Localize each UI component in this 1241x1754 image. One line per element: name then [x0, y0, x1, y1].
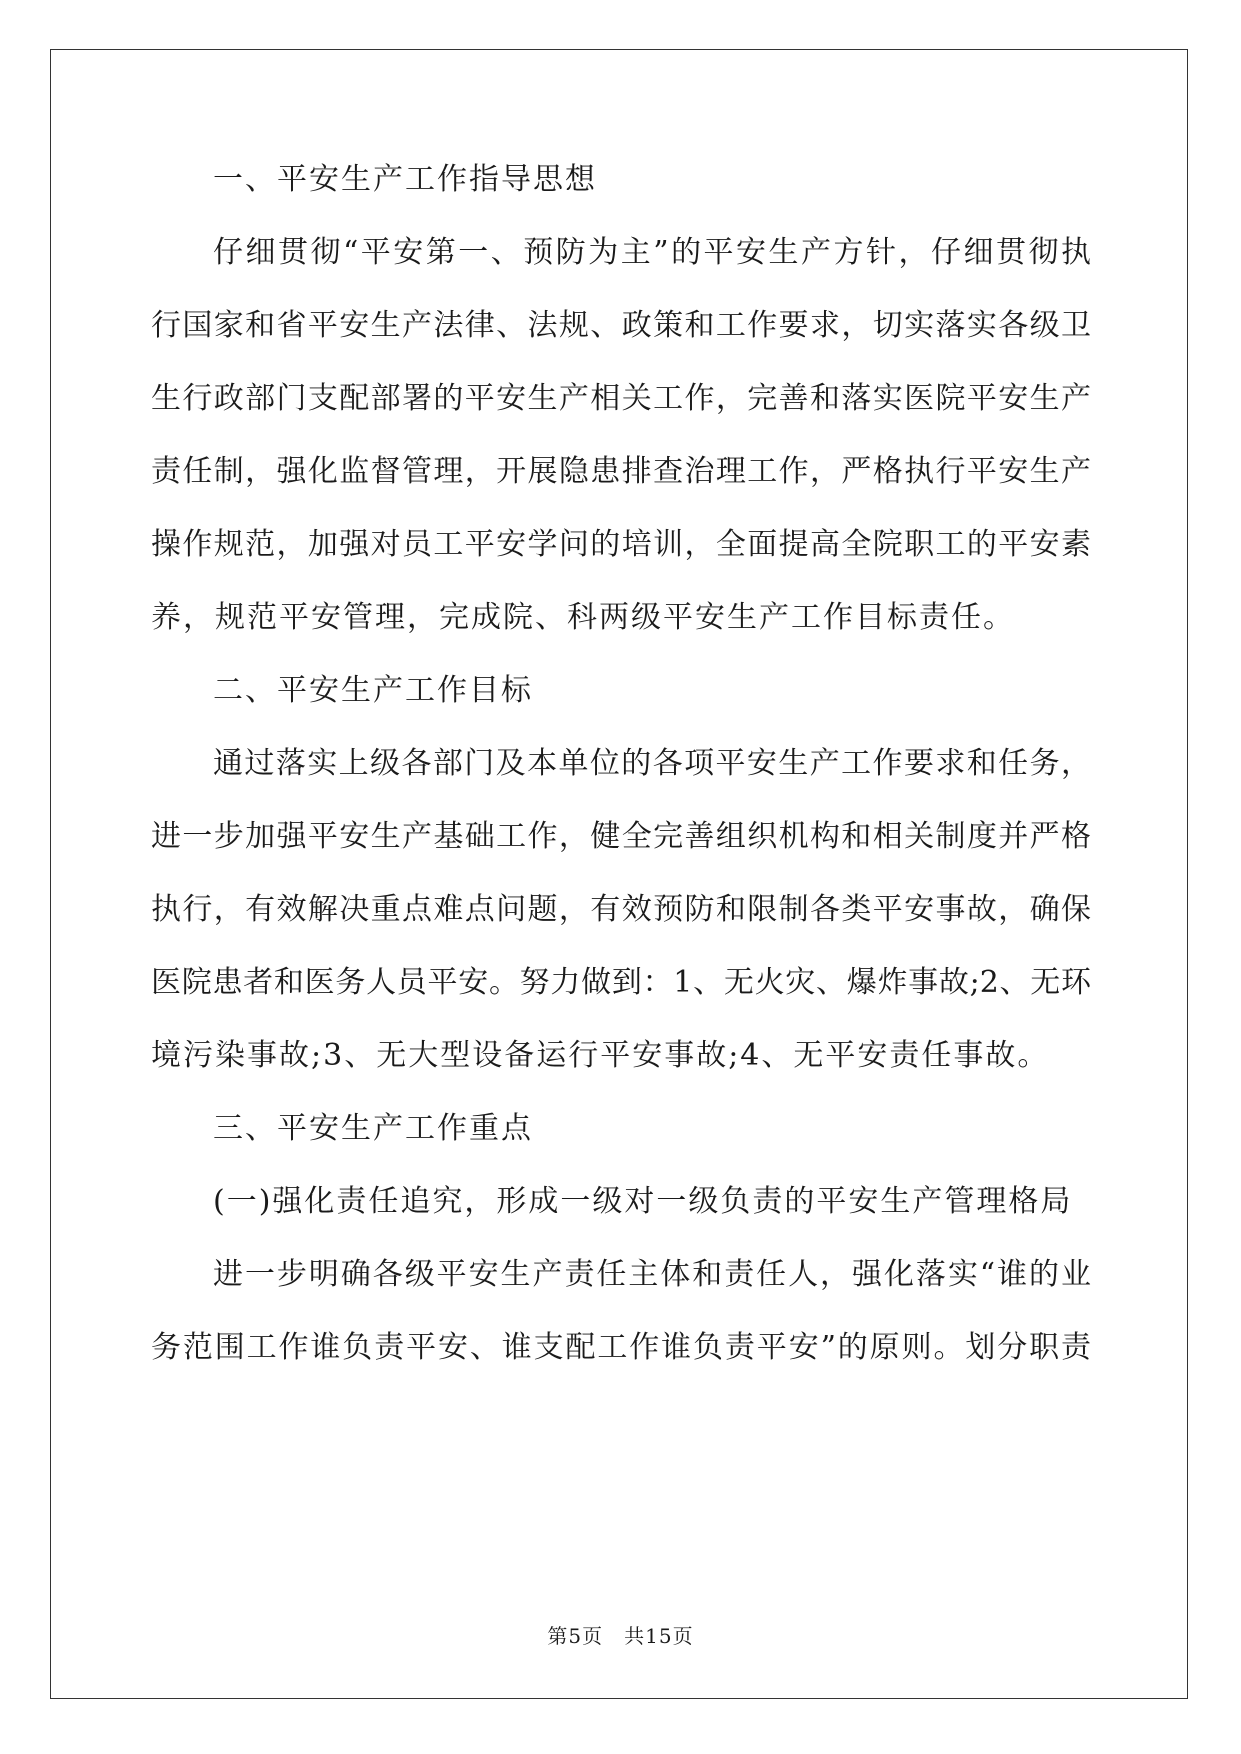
paragraph-line: 执行，有效解决重点难点问题，有效预防和限制各类平安事故，确保: [151, 892, 1091, 927]
section-heading-1: 一、平安生产工作指导思想: [213, 162, 597, 197]
paragraph-line: 仔细贯彻“平安第一、预防为主”的平安生产方针，仔细贯彻执: [213, 235, 1091, 270]
subsection-heading: (一)强化责任追究，形成一级对一级负责的平安生产管理格局: [213, 1184, 1073, 1219]
paragraph-line: 医院患者和医务人员平安。努力做到：1、无火灾、爆炸事故;2、无环: [151, 965, 1091, 1000]
paragraph-line: 生行政部门支配部署的平安生产相关工作，完善和落实医院平安生产: [151, 381, 1091, 416]
paragraph-line: 境污染事故;3、无大型设备运行平安事故;4、无平安责任事故。: [151, 1038, 1050, 1073]
paragraph-line: 通过落实上级各部门及本单位的各项平安生产工作要求和任务，: [213, 746, 1091, 781]
section-heading-2: 二、平安生产工作目标: [213, 673, 533, 708]
page-number-footer: 第5页 共15页: [547, 1624, 694, 1648]
page-border: [50, 49, 1188, 1699]
paragraph-line: 养，规范平安管理，完成院、科两级平安生产工作目标责任。: [151, 600, 1015, 635]
paragraph-line: 进一步明确各级平安生产责任主体和责任人，强化落实“谁的业: [213, 1257, 1091, 1292]
paragraph-line: 操作规范，加强对员工平安学问的培训，全面提高全院职工的平安素: [151, 527, 1091, 562]
paragraph-line: 行国家和省平安生产法律、法规、政策和工作要求，切实落实各级卫: [151, 308, 1091, 343]
paragraph-line: 务范围工作谁负责平安、谁支配工作谁负责平安”的原则。划分职责: [151, 1330, 1091, 1365]
section-heading-3: 三、平安生产工作重点: [213, 1111, 533, 1146]
paragraph-line: 责任制，强化监督管理，开展隐患排查治理工作，严格执行平安生产: [151, 454, 1091, 489]
paragraph-line: 进一步加强平安生产基础工作，健全完善组织机构和相关制度并严格: [151, 819, 1091, 854]
